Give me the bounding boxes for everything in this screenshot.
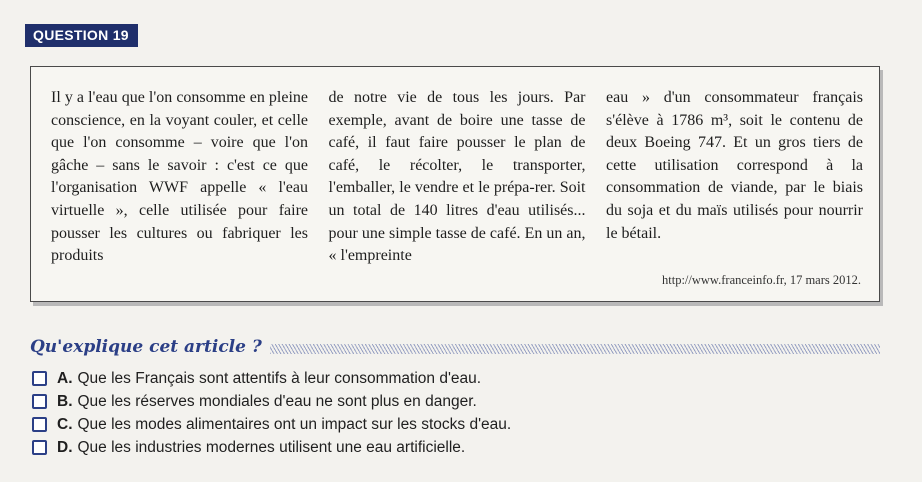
- hatched-rule: [270, 344, 880, 354]
- option-c[interactable]: [32, 413, 792, 436]
- article-source: http://www.franceinfo.fr, 17 mars 2012.: [662, 273, 861, 287]
- option-d[interactable]: [32, 436, 792, 459]
- option-text: Que les modes alimentaires ont un impact sur les stocks d'eau.: [77, 415, 512, 433]
- question-number-badge: QUESTION 19: [25, 24, 138, 47]
- checkbox-icon[interactable]: [32, 440, 47, 455]
- option-text: Que les industries modernes utilisent une eau artificielle.: [77, 438, 466, 456]
- article-column-3: eau » d'un consommateur français s'élève à 1786 m³, soit le contenu de deux Boeing 747. Et un gros tiers de cette utilisation correspond à la consommation de viande, par le biais du soja et du maïs utilisés pour nourrir le bétail.: [606, 89, 863, 242]
- article-columns: [51, 87, 863, 268]
- article-box: [30, 66, 880, 302]
- question-row: [30, 335, 880, 359]
- article-column-2: de notre vie de tous les jours. Par exemple, avant de boire une tasse de café, il faut faire pousser le plan de café, le récolter, le transporter, l'emballer, le vendre et le prépa-rer. Soit un total de 140 litres d'eau utilisés... pour une simple tasse de café. En un an, « l'empreinte: [328, 89, 586, 265]
- option-b[interactable]: [32, 390, 792, 413]
- option-text: Que les réserves mondiales d'eau ne sont plus en danger.: [77, 392, 477, 410]
- checkbox-icon[interactable]: [32, 371, 47, 386]
- option-letter: C.: [57, 415, 73, 433]
- answer-options: [32, 367, 792, 459]
- option-a[interactable]: [32, 367, 792, 390]
- option-letter: A.: [57, 369, 73, 387]
- option-letter: B.: [57, 392, 73, 410]
- checkbox-icon[interactable]: [32, 417, 47, 432]
- question-text: Qu'explique cet article ?: [30, 337, 262, 357]
- option-letter: D.: [57, 438, 73, 456]
- option-text: Que les Français sont attentifs à leur consommation d'eau.: [77, 369, 482, 387]
- checkbox-icon[interactable]: [32, 394, 47, 409]
- article-column-1: Il y a l'eau que l'on consomme en pleine conscience, en la voyant couler, et celle que l'on consomme – voire que l'on gâche – sans le savoir : c'est ce que l'organisation WWF appelle « l'eau virtuelle », celle utilisée pour faire pousser les cultures ou fabriquer les produits: [51, 89, 308, 265]
